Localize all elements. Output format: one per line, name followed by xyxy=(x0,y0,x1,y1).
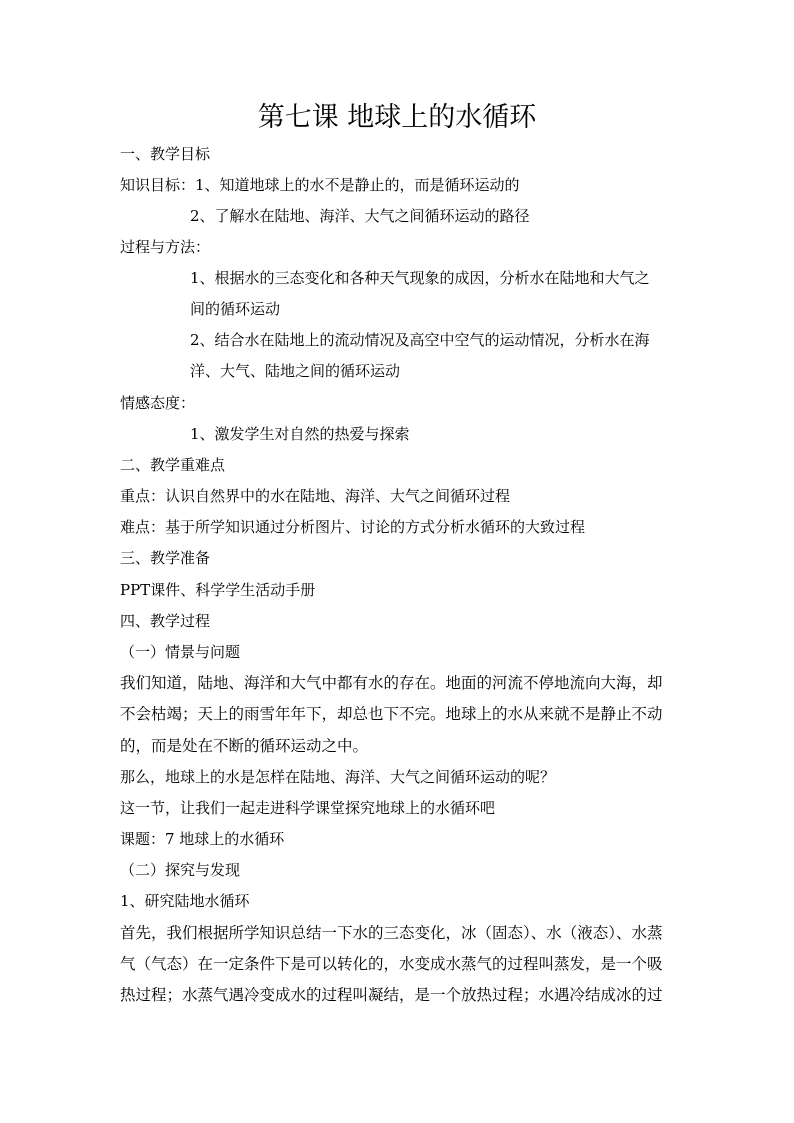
process-item-1-line-2: 间的循环运动 xyxy=(190,300,281,318)
subsection-explore: （二）探究与发现 xyxy=(120,861,241,879)
paragraph-intro-line-2: 不会枯竭；天上的雨雪年年下，却总也下不完。地球上的水从来就不是静止不动 xyxy=(120,705,663,723)
subsection-scenario: （一）情景与问题 xyxy=(120,643,241,661)
section-heading-process: 四、教学过程 xyxy=(120,612,211,630)
lesson-topic: 课题：7 地球上的水循环 xyxy=(120,830,285,848)
knowledge-goal-1: 知识目标：1、知道地球上的水不是静止的，而是循环运动的 xyxy=(120,176,520,194)
document-title: 第七课 地球上的水循环 xyxy=(257,102,537,133)
paragraph-states-line-1: 首先，我们根据所学知识总结一下水的三态变化，冰（固态）、水（液态）、水蒸 xyxy=(120,924,663,942)
paragraph-states-line-2: 气（气态）在一定条件下是可以转化的，水变成水蒸气的过程叫蒸发，是一个吸 xyxy=(120,955,663,973)
process-method-label: 过程与方法： xyxy=(120,238,211,256)
process-item-2-line-2: 洋、大气、陆地之间的循环运动 xyxy=(190,362,401,380)
paragraph-intro-line-1: 我们知道，陆地、海洋和大气中都有水的存在。地面的河流不停地流向大海，却 xyxy=(120,674,663,692)
knowledge-goal-2: 2、了解水在陆地、海洋、大气之间循环运动的路径 xyxy=(190,207,530,225)
key-point: 重点：认识自然界中的水在陆地、海洋、大气之间循环过程 xyxy=(120,487,511,505)
process-item-2-line-1: 2、结合水在陆地上的流动情况及高空中空气的运动情况，分析水在海 xyxy=(190,331,650,349)
emotion-item-1: 1、激发学生对自然的热爱与探索 xyxy=(190,425,410,443)
paragraph-intro-line-3: 的，而是处在不断的循环运动之中。 xyxy=(120,737,369,755)
process-item-1-line-1: 1、根据水的三态变化和各种天气现象的成因，分析水在陆地和大气之 xyxy=(190,269,650,287)
preparation-materials: PPT课件、科学学生活动手册 xyxy=(120,581,316,599)
section-heading-objectives: 一、教学目标 xyxy=(120,145,211,163)
paragraph-states-line-3: 热过程；水蒸气遇冷变成水的过程叫凝结，是一个放热过程；水遇冷结成冰的过 xyxy=(120,986,663,1004)
study-item-1: 1、研究陆地水循环 xyxy=(120,892,250,910)
paragraph-question: 那么，地球上的水是怎样在陆地、海洋、大气之间循环运动的呢？ xyxy=(120,768,556,786)
section-heading-key-points: 二、教学重难点 xyxy=(120,456,226,474)
emotion-attitude-label: 情感态度： xyxy=(120,394,196,412)
paragraph-lead-in: 这一节，让我们一起走进科学课堂探究地球上的水循环吧 xyxy=(120,799,496,817)
difficult-point: 难点：基于所学知识通过分析图片、讨论的方式分析水循环的大致过程 xyxy=(120,518,586,536)
section-heading-preparation: 三、教学准备 xyxy=(120,549,211,567)
